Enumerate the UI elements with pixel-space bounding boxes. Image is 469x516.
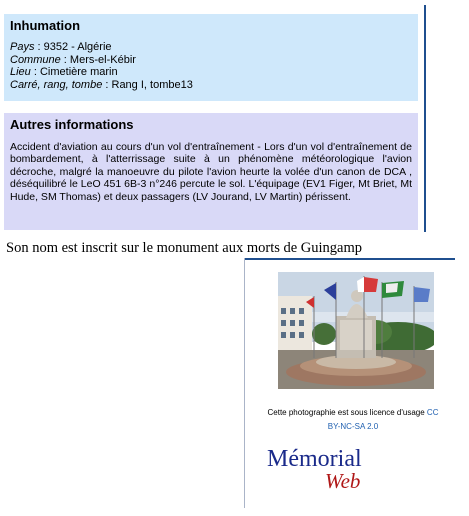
license-link[interactable]: CC <box>426 408 439 417</box>
lieu-row: Lieu : Cimetière marin <box>10 66 118 78</box>
commune-row: Commune : Mers-el-Kébir <box>10 53 136 66</box>
monument-photo[interactable] <box>278 272 434 389</box>
pays-label: Pays <box>10 41 35 53</box>
pays-row: Pays : 9352 - Algérie <box>10 41 112 53</box>
autres-title: Autres informations <box>10 117 134 132</box>
inhumation-details <box>10 41 412 91</box>
commune-value: Mers-el-Kébir <box>69 53 136 66</box>
autres-informations-panel <box>4 113 418 230</box>
carre-value: Rang I, tombe13 <box>111 78 193 91</box>
monument-photo-image <box>278 272 434 389</box>
photo-box <box>244 258 455 508</box>
commune-label: Commune <box>10 53 61 66</box>
autres-text: Accident d'aviation au cours d'un vol d'entraînement - Lors d'un vol d'entraînement de bombardement, à l'atterrissage suite à un phénomène météorologique l'avion décroche, malgré la manoeuvre du pilote l'avion heurte la volée d'un canon de DCA , déséquilibré le LeO 451 6B-3 n°246 percute le sol. L'équipage (EV1 Figer, Mt Briet, Mt Hude, SM Thomas) et deux passagers (LV Jourand, LV Martin) périssent. <box>10 141 412 203</box>
caption-text: Cette photographie est sous licence d'usage <box>267 408 425 417</box>
lieu-value: Cimetière marin <box>39 66 118 78</box>
carre-label: Carré, rang, tombe <box>10 78 103 91</box>
carre-row: Carré, rang, tombe : Rang I, tombe13 <box>10 78 193 91</box>
logo-web: Web <box>325 469 361 493</box>
memorial-web-logo[interactable] <box>267 446 362 494</box>
inhumation-title: Inhumation <box>10 18 81 33</box>
inhumation-panel <box>4 14 418 101</box>
pays-value: 9352 - Algérie <box>43 41 112 53</box>
monument-text: Son nom est inscrit sur le monument aux morts de Guingamp <box>6 240 363 256</box>
photo-caption <box>253 406 453 434</box>
vertical-divider <box>424 5 426 232</box>
logo-memorial: Mémorial <box>267 446 362 472</box>
license-link-version[interactable]: BY-NC-SA 2.0 <box>327 422 379 431</box>
photo-box-topline <box>245 258 455 260</box>
lieu-label: Lieu <box>10 66 31 78</box>
